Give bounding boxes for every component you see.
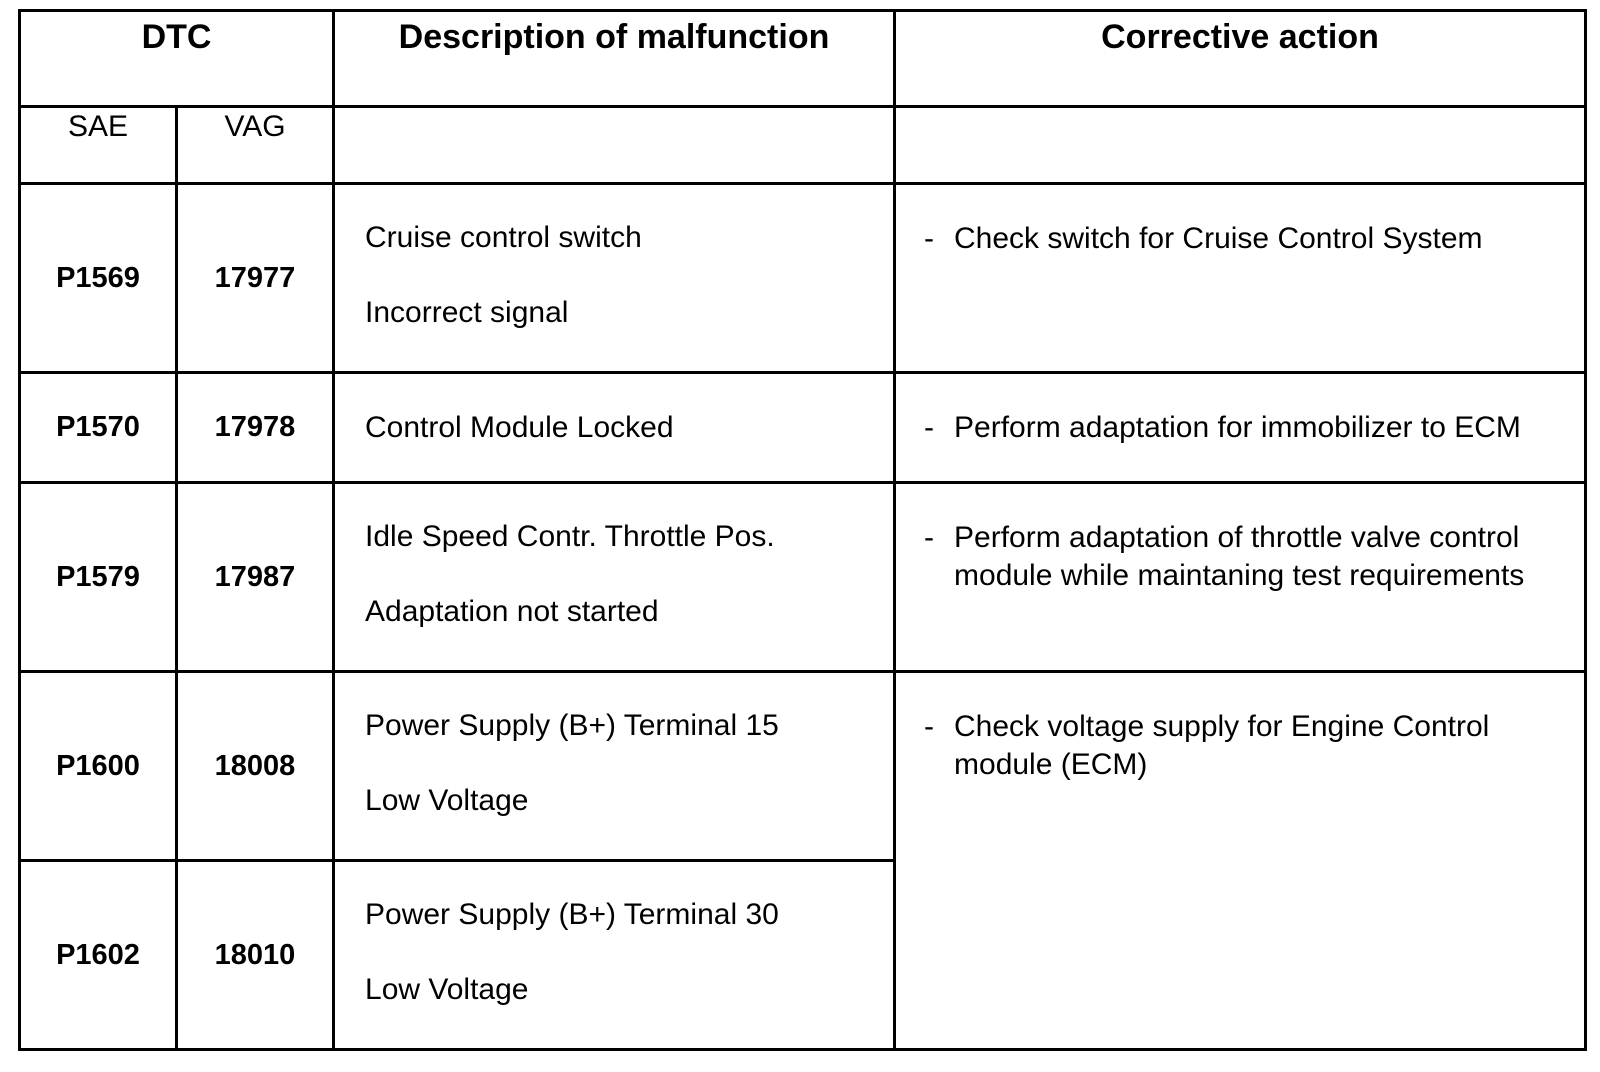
subheader-row (20, 107, 1586, 184)
action-item (896, 220, 1584, 258)
vag-code: 18010 (177, 861, 334, 1050)
table-row (20, 672, 1586, 861)
action-header: Corrective action (1101, 18, 1379, 56)
sae-code: P1600 (20, 672, 177, 861)
action-text: Perform adaptation for immobilizer to ECM (954, 410, 1521, 444)
table-row (20, 373, 1586, 483)
action-text: Check voltage supply for Engine Control module (ECM) (954, 710, 1490, 781)
vag-code: 17978 (177, 373, 334, 483)
description-line: Low Voltage (365, 973, 529, 1006)
action-item (896, 708, 1584, 784)
dtc-header-cell (20, 11, 334, 107)
sae-code: P1570 (20, 373, 177, 483)
dash-marker: - (924, 521, 935, 554)
table-row (20, 483, 1586, 672)
vag-header-cell (177, 107, 334, 184)
dash-marker: - (924, 410, 935, 444)
description-line: Power Supply (B+) Terminal 15 (365, 709, 779, 742)
sae-code: P1569 (20, 184, 177, 373)
table-row (20, 184, 1586, 373)
description-line: Adaptation not started (365, 595, 659, 628)
vag-code: 17987 (177, 483, 334, 672)
sae-header: SAE (67, 110, 129, 143)
action-cell (895, 184, 1586, 373)
description-line: Low Voltage (365, 784, 529, 817)
description-line: Cruise control switch (365, 221, 642, 254)
description-line: Idle Speed Contr. Throttle Pos. (365, 520, 775, 553)
description-cell (334, 483, 895, 672)
dtc-table (18, 9, 1587, 1051)
vag-code: 18008 (177, 672, 334, 861)
dash-marker: - (924, 710, 935, 743)
sae-code: P1579 (20, 483, 177, 672)
dash-marker: - (924, 222, 935, 255)
dtc-header: DTC (141, 18, 212, 56)
sae-code: P1602 (20, 861, 177, 1050)
action-text: Check switch for Cruise Control System (954, 222, 1483, 255)
empty-action-cell (895, 107, 1586, 184)
vag-code: 17977 (177, 184, 334, 373)
description-cell (334, 861, 895, 1050)
description-line: Incorrect signal (365, 296, 569, 329)
action-cell (895, 373, 1586, 483)
description-header: Description of malfunction (398, 18, 830, 56)
description-cell (334, 184, 895, 373)
description-cell (334, 373, 895, 483)
action-item (896, 409, 1584, 447)
description-line: Power Supply (B+) Terminal 30 (365, 898, 779, 931)
action-text: Perform adaptation of throttle valve control module while maintaning test requirements (954, 521, 1525, 592)
description-cell (334, 672, 895, 861)
empty-description-cell (334, 107, 895, 184)
action-header-cell (895, 11, 1586, 107)
vag-header: VAG (224, 110, 286, 143)
description-header-cell (334, 11, 895, 107)
description-line: Control Module Locked (365, 410, 674, 444)
action-cell (895, 483, 1586, 672)
header-row (20, 11, 1586, 107)
sae-header-cell (20, 107, 177, 184)
action-cell (895, 672, 1586, 1050)
action-item (896, 519, 1584, 595)
